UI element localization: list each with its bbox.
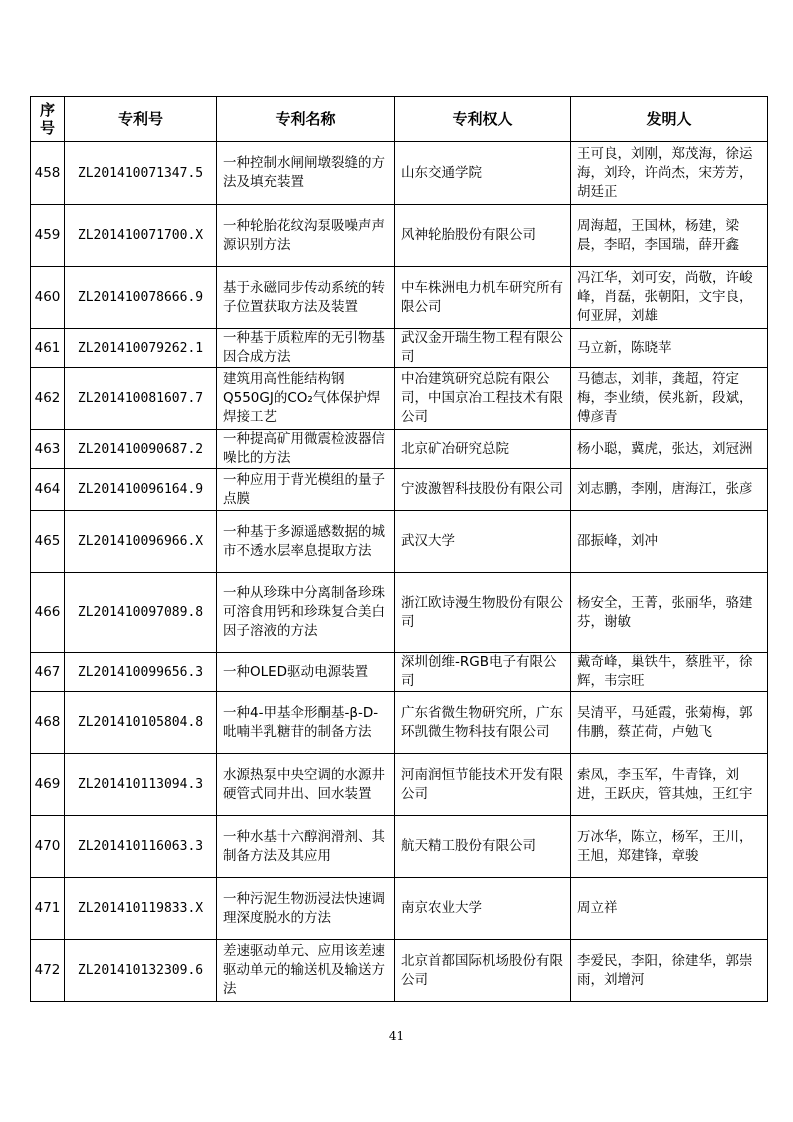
patent-title-cell: 一种从珍珠中分离制备珍珠可溶食用钙和珍珠复合美白因子溶液的方法 (217, 573, 395, 653)
inventors-cell: 刘志鹏，李刚，唐海江，张彦 (571, 469, 768, 511)
patent-no-cell: ZL201410096966.X (65, 511, 217, 573)
table-row (31, 816, 768, 878)
patent-holder-cell: 北京首都国际机场股份有限公司 (395, 940, 571, 1002)
serial-no-cell: 469 (31, 754, 65, 816)
table-row (31, 469, 768, 511)
patent-holder-cell: 宁波激智科技股份有限公司 (395, 469, 571, 511)
serial-no-cell: 467 (31, 653, 65, 692)
header-serial-no: 序号 (31, 97, 65, 142)
patent-holder-cell: 武汉金开瑞生物工程有限公司 (395, 329, 571, 368)
inventors-cell: 王可良，刘刚，郑茂海，徐运海，刘玲，许尚杰，宋芳芳，胡廷正 (571, 142, 768, 205)
inventors-cell: 杨小聪，冀虎，张达，刘冠洲 (571, 430, 768, 469)
patent-no-cell: ZL201410097089.8 (65, 573, 217, 653)
table-row (31, 653, 768, 692)
inventors-cell: 周立祥 (571, 878, 768, 940)
header-row (31, 97, 768, 142)
patent-title-cell: 一种OLED驱动电源装置 (217, 653, 395, 692)
patent-holder-cell: 航天精工股份有限公司 (395, 816, 571, 878)
patent-holder-cell: 南京农业大学 (395, 878, 571, 940)
patent-title-cell: 一种基于质粒库的无引物基因合成方法 (217, 329, 395, 368)
serial-no-cell: 459 (31, 205, 65, 267)
patent-no-cell: ZL201410099656.3 (65, 653, 217, 692)
patent-no-cell: ZL201410081607.7 (65, 368, 217, 430)
serial-no-cell: 468 (31, 692, 65, 754)
inventors-cell: 马立新，陈晓苹 (571, 329, 768, 368)
patent-title-cell: 水源热泵中央空调的水源井硬管式同井出、回水装置 (217, 754, 395, 816)
patent-no-cell: ZL201410071347.5 (65, 142, 217, 205)
patent-title-cell: 一种提高矿用微震检波器信噪比的方法 (217, 430, 395, 469)
patent-title-cell: 一种控制水闸闸墩裂缝的方法及填充装置 (217, 142, 395, 205)
table-row (31, 754, 768, 816)
patent-title-cell: 一种应用于背光模组的量子点膜 (217, 469, 395, 511)
serial-no-cell: 464 (31, 469, 65, 511)
patent-no-cell: ZL201410078666.9 (65, 267, 217, 329)
patent-title-cell: 一种基于多源遥感数据的城市不透水层率息提取方法 (217, 511, 395, 573)
table-row (31, 430, 768, 469)
patent-title-cell: 基于永磁同步传动系统的转子位置获取方法及装置 (217, 267, 395, 329)
table-header (31, 97, 768, 142)
patent-holder-cell: 深圳创维-RGB电子有限公司 (395, 653, 571, 692)
patent-title-cell: 一种4-甲基伞形酮基-β-D-吡喃半乳糖苷的制备方法 (217, 692, 395, 754)
inventors-cell: 吴清平，马延霞，张菊梅，郭伟鹏，蔡芷荷，卢勉飞 (571, 692, 768, 754)
serial-no-cell: 472 (31, 940, 65, 1002)
patent-table (30, 96, 768, 1002)
patent-holder-cell: 河南润恒节能技术开发有限公司 (395, 754, 571, 816)
serial-no-cell: 470 (31, 816, 65, 878)
patent-holder-cell: 风神轮胎股份有限公司 (395, 205, 571, 267)
table-row (31, 205, 768, 267)
patent-no-cell: ZL201410132309.6 (65, 940, 217, 1002)
table-row (31, 368, 768, 430)
table-row (31, 267, 768, 329)
patent-no-cell: ZL201410105804.8 (65, 692, 217, 754)
patent-holder-cell: 北京矿冶研究总院 (395, 430, 571, 469)
patent-title-cell: 一种污泥生物沥浸法快速调理深度脱水的方法 (217, 878, 395, 940)
inventors-cell: 冯江华，刘可安，尚敬，许峻峰，肖磊，张朝阳，文宇良，何亚屏，刘雄 (571, 267, 768, 329)
patent-holder-cell: 广东省微生物研究所，广东环凯微生物科技有限公司 (395, 692, 571, 754)
patent-holder-cell: 中冶建筑研究总院有限公司，中国京冶工程技术有限公司 (395, 368, 571, 430)
serial-no-cell: 458 (31, 142, 65, 205)
inventors-cell: 邵振峰，刘冲 (571, 511, 768, 573)
patent-title-cell: 一种水基十六醇润滑剂、其制备方法及其应用 (217, 816, 395, 878)
inventors-cell: 戴奇峰，巢铁牛，蔡胜平，徐辉，韦宗旺 (571, 653, 768, 692)
table-row (31, 511, 768, 573)
patent-no-cell: ZL201410119833.X (65, 878, 217, 940)
header-patent-title: 专利名称 (217, 97, 395, 142)
inventors-cell: 万冰华，陈立，杨军，王川，王旭，郑建锋，章骏 (571, 816, 768, 878)
table-row (31, 142, 768, 205)
header-patent-no: 专利号 (65, 97, 217, 142)
patent-holder-cell: 山东交通学院 (395, 142, 571, 205)
patent-holder-cell: 武汉大学 (395, 511, 571, 573)
table-row (31, 878, 768, 940)
table-row (31, 940, 768, 1002)
serial-no-cell: 471 (31, 878, 65, 940)
patent-no-cell: ZL201410071700.X (65, 205, 217, 267)
inventors-cell: 马德志，刘菲，龚超，符定梅，李业绩，侯兆新，段斌，傅彦青 (571, 368, 768, 430)
inventors-cell: 索凤，李玉军，牛青锋，刘进，王跃庆，管其烛，王红宇 (571, 754, 768, 816)
table-row (31, 329, 768, 368)
header-inventors: 发明人 (571, 97, 768, 142)
patent-no-cell: ZL201410096164.9 (65, 469, 217, 511)
table-row (31, 692, 768, 754)
serial-no-cell: 466 (31, 573, 65, 653)
serial-no-cell: 463 (31, 430, 65, 469)
table-body (31, 142, 768, 1002)
patent-holder-cell: 中车株洲电力机车研究所有限公司 (395, 267, 571, 329)
inventors-cell: 李爱民，李阳，徐建华，郭崇雨，刘增河 (571, 940, 768, 1002)
patent-title-cell: 差速驱动单元、应用该差速驱动单元的输送机及输送方法 (217, 940, 395, 1002)
serial-no-cell: 462 (31, 368, 65, 430)
patent-no-cell: ZL201410079262.1 (65, 329, 217, 368)
patent-holder-cell: 浙江欧诗漫生物股份有限公司 (395, 573, 571, 653)
serial-no-cell: 461 (31, 329, 65, 368)
page-number: 41 (388, 1029, 405, 1043)
patent-no-cell: ZL201410113094.3 (65, 754, 217, 816)
inventors-cell: 杨安全，王菁，张丽华，骆建芬，谢敏 (571, 573, 768, 653)
patent-no-cell: ZL201410090687.2 (65, 430, 217, 469)
patent-title-cell: 建筑用高性能结构钢Q550GJ的CO₂气体保护焊焊接工艺 (217, 368, 395, 430)
header-patent-holder: 专利权人 (395, 97, 571, 142)
patent-title-cell: 一种轮胎花纹沟泵吸噪声声源识别方法 (217, 205, 395, 267)
table-row (31, 573, 768, 653)
serial-no-cell: 460 (31, 267, 65, 329)
inventors-cell: 周海超，王国林，杨建，梁晨，李昭，李国瑞，薛开鑫 (571, 205, 768, 267)
serial-no-cell: 465 (31, 511, 65, 573)
patent-no-cell: ZL201410116063.3 (65, 816, 217, 878)
